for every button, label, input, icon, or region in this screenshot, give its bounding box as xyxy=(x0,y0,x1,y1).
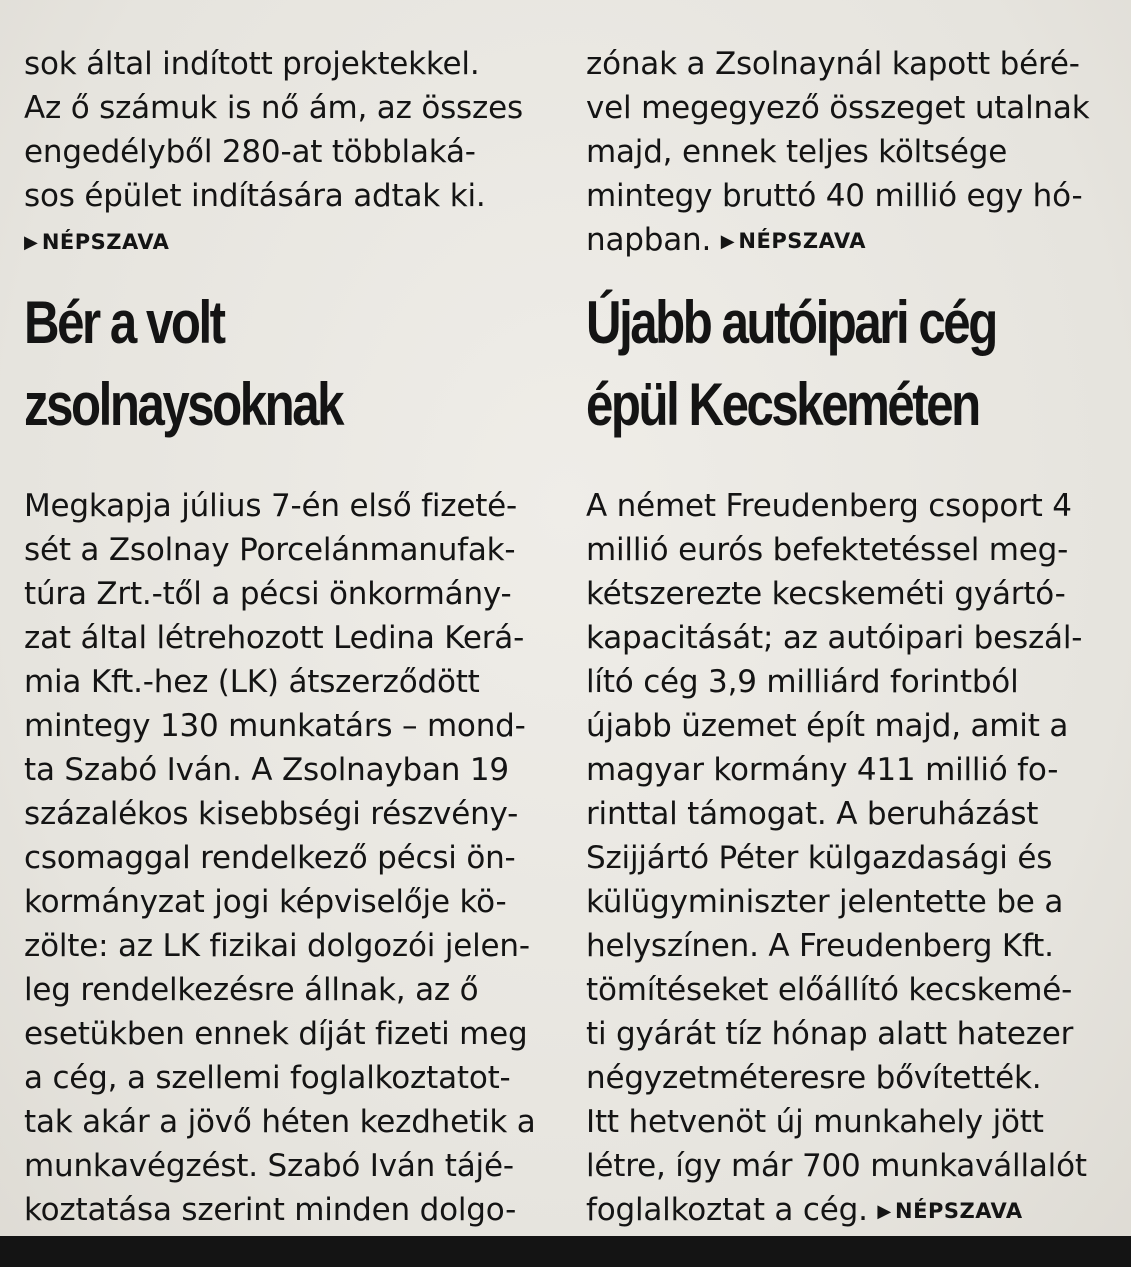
triangle-icon: ▶ xyxy=(24,232,38,253)
body-line: esetükben ennek díját fizeti meg xyxy=(24,1016,528,1052)
right-top-line: majd, ennek teljes költsége xyxy=(586,134,1008,170)
left-top-line: engedélyből 280-at többlaká- xyxy=(24,134,476,170)
body-line: tak akár a jövő héten kezdhetik a xyxy=(24,1104,536,1140)
body-line: Itt hetvenöt új munkahely jött xyxy=(586,1104,1044,1140)
body-line: helyszínen. A Freudenberg Kft. xyxy=(586,928,1054,964)
headline-line: Bér a volt xyxy=(24,289,224,356)
source-label: NÉPSZAVA xyxy=(41,230,170,254)
body-line: lító cég 3,9 milliárd forintból xyxy=(586,664,1019,700)
body-line: kormányzat jogi képviselője kö- xyxy=(24,884,507,920)
body-line: magyar kormány 411 millió fo- xyxy=(586,752,1059,788)
source-label: NÉPSZAVA xyxy=(895,1199,1023,1223)
body-line: csomaggal rendelkező pécsi ön- xyxy=(24,840,516,876)
body-line: foglalkoztat a cég. xyxy=(586,1192,868,1228)
source-label: NÉPSZAVA xyxy=(738,229,866,253)
body-line: létre, így már 700 munkavállalót xyxy=(586,1148,1087,1184)
body-line: mia Kft.-hez (LK) átszerződött xyxy=(24,664,480,700)
left-top-source xyxy=(24,222,169,266)
bottom-black-bar xyxy=(0,1236,1131,1267)
body-line: rinttal támogat. A beruházást xyxy=(586,796,1039,832)
left-top-line: Az ő számuk is nő ám, az összes xyxy=(24,90,523,126)
right-top-last-line xyxy=(586,220,866,262)
body-line: leg rendelkezésre állnak, az ő xyxy=(24,972,479,1008)
body-line: munkavégzést. Szabó Iván tájé- xyxy=(24,1148,514,1184)
body-line: A német Freudenberg csoport 4 xyxy=(586,488,1072,524)
body-line: tömítéseket előállító kecskemé- xyxy=(586,972,1073,1008)
body-line: millió eurós befektetéssel meg- xyxy=(586,532,1069,568)
headline-line: épül Kecskeméten xyxy=(586,371,979,438)
body-last-line xyxy=(586,1190,1023,1232)
left-top-line: sos épület indítására adtak ki. xyxy=(24,178,486,214)
headline-line: zsolnaysoknak xyxy=(24,371,343,438)
right-top-line: napban. xyxy=(586,222,712,258)
headline-line: Újabb autóipari cég xyxy=(586,289,996,356)
right-top-line: zónak a Zsolnaynál kapott béré- xyxy=(586,46,1080,82)
body-line: ta Szabó Iván. A Zsolnayban 19 xyxy=(24,752,509,788)
triangle-icon: ▶ xyxy=(720,231,735,252)
body-line: zat által létrehozott Ledina Kerá- xyxy=(24,620,525,656)
body-line: Szijjártó Péter külgazdasági és xyxy=(586,840,1053,876)
body-line: túra Zrt.-től a pécsi önkormány- xyxy=(24,576,512,612)
left-top-line: sok által indított projektekkel. xyxy=(24,46,480,82)
right-top-line: vel megegyező összeget utalnak xyxy=(586,90,1090,126)
body-line: kapacitását; az autóipari beszál- xyxy=(586,620,1083,656)
body-line: koztatása szerint minden dolgo- xyxy=(24,1192,517,1228)
triangle-icon: ▶ xyxy=(877,1201,892,1222)
body-line: sét a Zsolnay Porcelánmanufak- xyxy=(24,532,516,568)
body-line: mintegy 130 munkatárs – mond- xyxy=(24,708,526,744)
body-line: ti gyárát tíz hónap alatt hatezer xyxy=(586,1016,1074,1052)
body-line: százalékos kisebbségi részvény- xyxy=(24,796,519,832)
body-line: újabb üzemet épít majd, amit a xyxy=(586,708,1069,744)
body-line: külügyminiszter jelentette be a xyxy=(586,884,1064,920)
body-line: kétszerezte kecskeméti gyártó- xyxy=(586,576,1066,612)
body-line: négyzetméteresre bővítették. xyxy=(586,1060,1042,1096)
body-line: a cég, a szellemi foglalkoztatot- xyxy=(24,1060,511,1096)
body-line: zölte: az LK fizikai dolgozói jelen- xyxy=(24,928,530,964)
right-top-line: mintegy bruttó 40 millió egy hó- xyxy=(586,178,1083,214)
body-line: Megkapja július 7-én első fizeté- xyxy=(24,488,518,524)
